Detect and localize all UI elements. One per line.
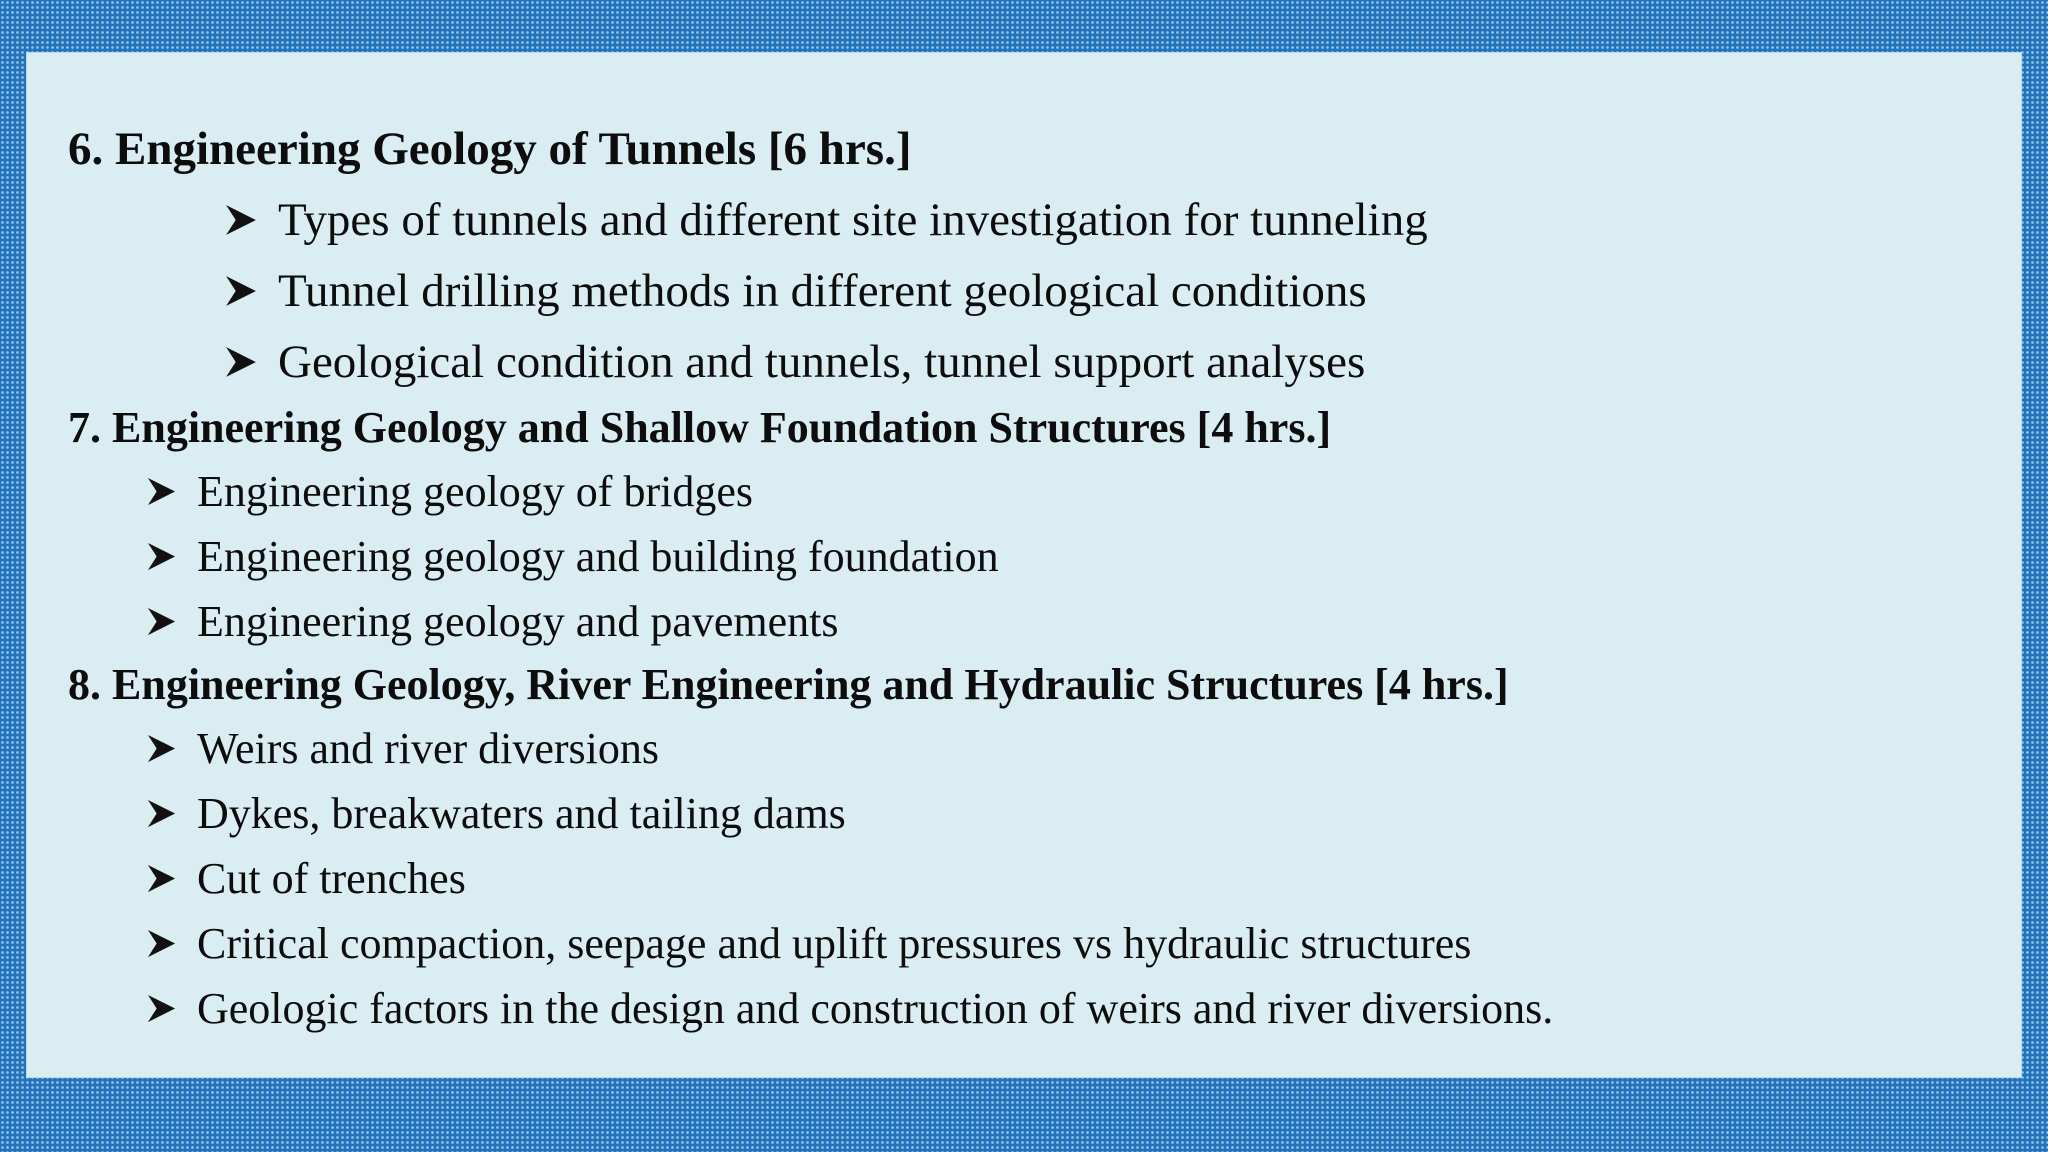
section-6-list — [68, 184, 1982, 397]
list-item-text: Critical compaction, seepage and uplift pressures vs hydraulic structures — [197, 919, 1472, 968]
list-item-text: Cut of trenches — [197, 854, 466, 903]
list-item — [68, 716, 1982, 781]
list-item-text: Engineering geology and pavements — [197, 597, 839, 646]
arrowhead-bullet-icon — [224, 274, 258, 308]
arrowhead-bullet-icon — [146, 928, 177, 959]
list-item — [68, 976, 1982, 1041]
list-item-text: Geologic factors in the design and construction of weirs and river diversions. — [197, 984, 1554, 1033]
list-item-text: Geological condition and tunnels, tunnel support analyses — [278, 335, 1366, 388]
list-item — [68, 459, 1982, 524]
section-heading-7: 7. Engineering Geology and Shallow Foundation Structures [4 hrs.] — [68, 403, 1332, 452]
list-item — [68, 589, 1982, 654]
list-item-text: Tunnel drilling methods in different geological conditions — [278, 264, 1367, 317]
arrowhead-bullet-icon — [146, 863, 177, 894]
arrowhead-bullet-icon — [146, 798, 177, 829]
list-item-text: Types of tunnels and different site investigation for tunneling — [278, 193, 1428, 246]
list-item-text: Engineering geology of bridges — [197, 467, 753, 516]
list-item — [68, 846, 1982, 911]
arrowhead-bullet-icon — [224, 203, 258, 237]
list-item — [68, 184, 1982, 255]
section-8-list — [68, 716, 1982, 1041]
arrowhead-bullet-icon — [146, 733, 177, 764]
section-heading-8: 8. Engineering Geology, River Engineering and Hydraulic Structures [4 hrs.] — [68, 660, 1509, 709]
list-item-text: Engineering geology and building foundation — [197, 532, 999, 581]
arrowhead-bullet-icon — [146, 541, 177, 572]
section-heading-6: 6. Engineering Geology of Tunnels [6 hrs.] — [68, 123, 912, 175]
arrowhead-bullet-icon — [224, 345, 258, 379]
list-item — [68, 255, 1982, 326]
section-7-list — [68, 459, 1982, 654]
slide-content — [68, 114, 1982, 1041]
list-item-text: Weirs and river diversions — [197, 724, 659, 773]
list-item — [68, 781, 1982, 846]
arrowhead-bullet-icon — [146, 993, 177, 1024]
list-item — [68, 911, 1982, 976]
slide-panel — [26, 52, 2022, 1078]
list-item — [68, 326, 1982, 397]
list-item — [68, 524, 1982, 589]
arrowhead-bullet-icon — [146, 476, 177, 507]
arrowhead-bullet-icon — [146, 606, 177, 637]
list-item-text: Dykes, breakwaters and tailing dams — [197, 789, 846, 838]
